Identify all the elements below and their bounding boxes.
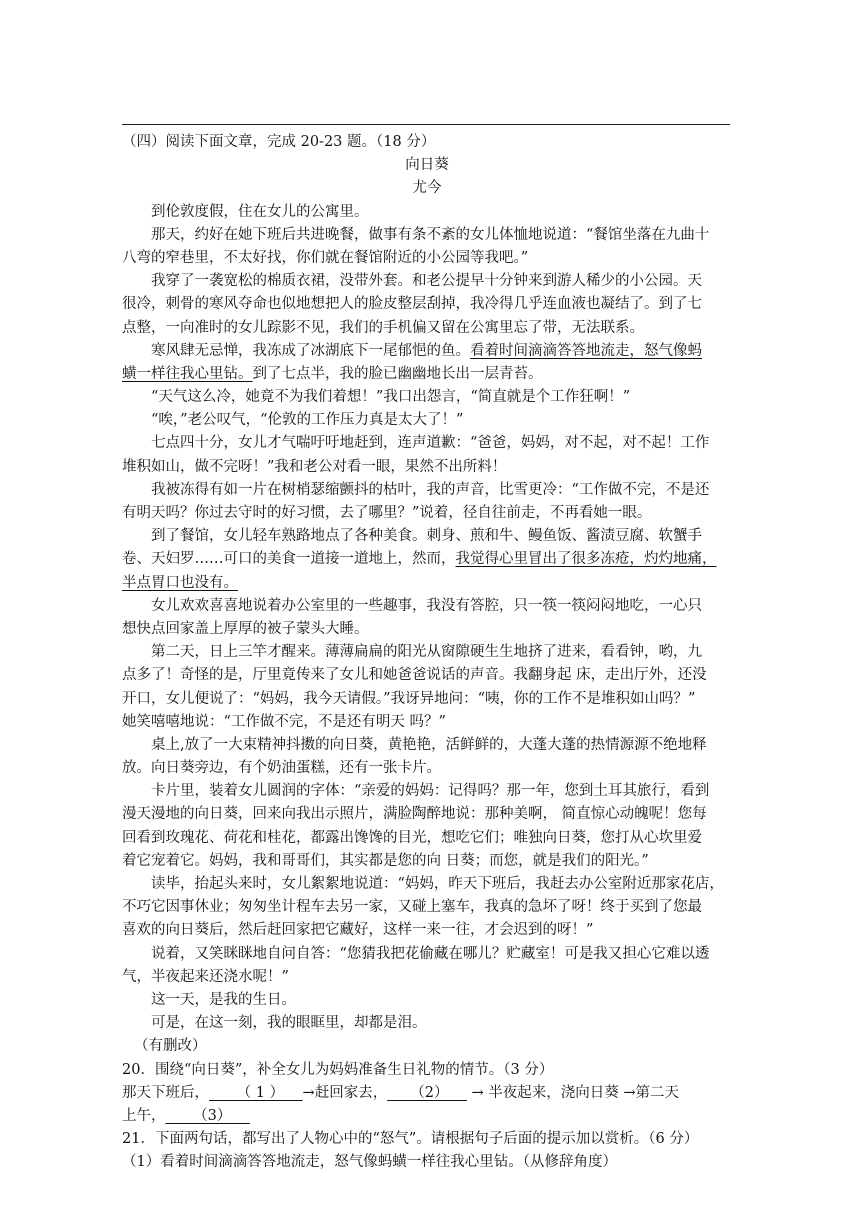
paragraph-line: 到伦敦度假，住在女儿的公寓里。 [151,203,369,220]
question-21-sub-1: （1）看着时间滴滴答答地流走，怒气像蚂蟥一样往我心里钻。（从修辞角度） [122,1154,617,1171]
exam-page [122,131,732,1174]
paragraph-line: 八弯的窄巷里，不太好找，你们就在餐馆附近的小公园等我吧。” [122,249,529,266]
article-title: 向日葵 [405,157,449,174]
paragraph-line: 着它宠着它。妈妈，我和哥哥们，其实都是您的向 日葵；而您，就是我们的阳光。” [122,852,649,869]
question-21-stem: 21．下面两句话，都写出了人物心中的“怒气”。请根据句子后面的提示加以赏析。（6 分） [122,1131,699,1148]
paragraph-line: 堆积如山，做不完呀！”我和老公对看一眼，果然不出所料！ [122,458,507,475]
paragraph-line: 回看到玫瑰花、荷花和桂花，都露出馋馋的目光，想吃它们；唯独向日葵，您打从心坎里爱 [122,829,702,846]
paragraph-line: 这一天，是我的生日。 [151,991,296,1008]
article-author: 尤今 [412,180,442,197]
paragraph-line: 我被冻得有如一片在树梢瑟缩颤抖的枯叶，我的声音，比雪更冷：“工作做不完，不是还 [151,481,710,498]
paragraph-text: 卷、天妇罗……可口的美食一道接一道地上，然而， [122,551,456,568]
paragraph-line: “天气这么冷，她竟不为我们着想！”我口出怨言，“简直就是个工作狂啊！” [151,389,631,406]
paragraph-line: 我穿了一袭宽松的棉质衣裙，没带外套。和老公提早十分钟来到游人稀少的小公园。天 [151,273,702,290]
question-20-line [122,1082,732,1105]
paragraph-line: 气，半夜起来还浇水呢！” [122,968,289,985]
section-heading: （四）阅读下面文章，完成 20-23 题。（18 分） [122,134,436,150]
paragraph-line: 点整，一向准时的女儿踪影不见，我们的手机偏又留在公寓里忘了带，无法联系。 [122,319,644,336]
paragraph-line [122,363,732,386]
q20-text: →赶回家去， [302,1084,388,1101]
paragraph-line: 想快点回家盖上厚厚的被子蒙头大睡。 [122,620,369,637]
paragraph-line: “唉，”老公叹气，“伦敦的工作压力真是太大了！” [151,412,464,429]
paragraph-line: 开口，女儿便说了：“妈妈，我今天请假。”我讶异地问：“咦，你的工作不是堆积如山吗？” [122,690,696,707]
paragraph-text: 寒风肆无忌惮，我冻成了冰湖底下一尾郁悒的鱼。 [151,342,470,359]
paragraph-line: 七点四十分，女儿才气喘吁吁地赶到，连声道歉：“爸爸，妈妈，对不起，对不起！工作 [151,435,710,452]
paragraph-line: 放。向日葵旁边，有个奶油蛋糕，还有一张卡片。 [122,760,441,777]
paragraph-line [122,548,732,571]
answer-blank-1[interactable]: （ 1 ） [209,1084,303,1101]
paragraph-line: 读毕，抬起头来时，女儿絮絮地说道：“妈妈，昨天下班后，我赶去办公室附近那家花店， [151,876,724,892]
paragraph-line [122,572,732,595]
paragraph-line: 那天，约好在她下班后共进晚餐，做事有条不紊的女儿体恤地说道：“餐馆坐落在九曲十 [151,226,710,243]
header-rule [122,124,730,125]
paragraph-line: 喜欢的向日葵后，然后赶回家把它藏好，这样一来一往，才会迟到的呀！” [122,922,594,939]
q20-text: 上午， [122,1107,166,1124]
q20-text: 那天下班后， [122,1084,209,1101]
underlined-sentence: 看着时间滴滴答答地流走，怒气像蚂 [470,342,702,359]
paragraph-line: 点多了！奇怪的是，厅里竟传来了女儿和她爸爸说话的声音。我翻身起 床，走出厅外，还没 [122,667,707,684]
paragraph-text: 到了七点半，我的脸已幽幽地长出一层青苔。 [252,365,543,382]
underlined-sentence: 半点胃口也没有。 [122,574,238,591]
question-20-stem: 20．围绕“向日葵”，补全女儿为妈妈准备生日礼物的情节。（3 分） [122,1061,554,1078]
source-note: （有删改） [134,1038,207,1055]
paragraph-line: 到了餐馆，女儿轻车熟路地点了各种美食。刺身、煎和牛、鳗鱼饭、酱渍豆腐、软蟹手 [151,528,702,545]
paragraph-line: 第二天，日上三竿才醒来。薄薄扁扁的阳光从窗隙硬生生地挤了进来，看看钟，哟，九 [151,644,702,661]
paragraph-line: 不巧它因事休业；匆匆坐计程车去另一家，又碰上塞车，我真的急坏了呀！终于买到了您最 [122,899,702,916]
paragraph-line: 漫天漫地的向日葵，回来向我出示照片，满脸陶醉地说：那种美啊， 简直惊心动魄呢！您每 [122,806,707,823]
paragraph-line [122,340,732,363]
paragraph-line: 说着，又笑眯眯地自问自答：“您猜我把花偷藏在哪儿？贮藏室！可是我又担心它难以透 [151,945,710,962]
paragraph-line: 她笑嘻嘻地说：“工作做不完，不是还有明天 吗？” [122,713,446,730]
answer-blank-2[interactable]: （2） [387,1084,467,1101]
paragraph-line: 桌上,放了一大束精神抖擞的向日葵，黄艳艳，活鲜鲜的，大蓬大蓬的热情源源不绝地释 [151,736,707,753]
question-20-line [122,1105,732,1128]
answer-blank-3[interactable]: （3） [165,1107,250,1124]
q20-text: → 半夜起来，浇向日葵 →第二天 [466,1084,680,1101]
paragraph-line: 有明天吗？你过去守时的好习惯，去了哪里？”说着，径自往前走，不再看她一眼。 [122,505,652,521]
paragraph-line: 可是，在这一刻，我的眼眶里，却都是泪。 [151,1015,427,1032]
paragraph-line: 女儿欢欢喜喜地说着办公室里的一些趣事，我没有答腔，只一筷一筷闷闷地吃，一心只 [151,597,702,614]
underlined-sentence: 蟥一样往我心里钻。 [122,365,253,382]
paragraph-line: 卡片里，装着女儿圆润的字体：“亲爱的妈妈：记得吗？那一年，您到土耳其旅行，看到 [151,783,710,800]
underlined-sentence: 我觉得心里冒出了很多冻疮，灼灼地痛， [455,551,717,568]
paragraph-line: 很冷，刺骨的寒风夺命也似地想把人的脸皮整层刮掉，我冷得几乎连血液也凝结了。到了七 [122,296,702,313]
